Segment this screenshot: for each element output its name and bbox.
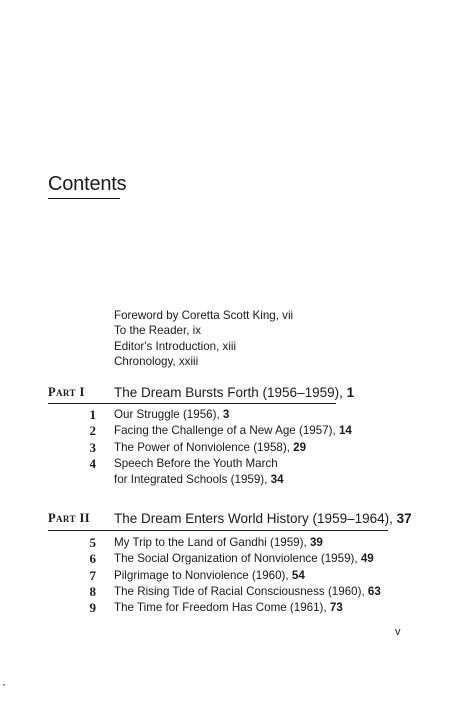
chapter-title: Pilgrimage to Nonviolence (1960), 54 bbox=[114, 568, 305, 582]
chapter-title: Our Struggle (1956), 3 bbox=[114, 408, 230, 421]
chapter-title: Facing the Challenge of a New Age (1957), 14 bbox=[114, 424, 352, 438]
chapter-title: The Social Organization of Nonviolence (1959), 49 bbox=[114, 552, 374, 566]
chapter-number: 6 bbox=[89, 551, 96, 567]
chapter-page: 29 bbox=[293, 440, 307, 454]
print-speck bbox=[3, 684, 5, 686]
chapter-page: 3 bbox=[222, 408, 230, 421]
chapter-title: for Integrated Schools (1959), 34 bbox=[114, 473, 284, 487]
chapter-title: Speech Before the Youth March bbox=[114, 456, 278, 470]
chapter-page: 34 bbox=[270, 473, 284, 487]
page-number: v bbox=[395, 626, 401, 638]
title-underline bbox=[48, 198, 120, 199]
chapter-number: 2 bbox=[89, 423, 96, 439]
chapter-number: 5 bbox=[89, 535, 96, 550]
chapter-number: 8 bbox=[89, 583, 96, 599]
front-matter-item: To the Reader, ix bbox=[114, 324, 202, 338]
front-matter-item: Foreword by Coretta Scott King, vii bbox=[114, 309, 294, 322]
chapter-title: The Power of Nonviolence (1958), 29 bbox=[114, 440, 307, 454]
chapter-title: The Rising Tide of Racial Consciousness (1960), 63 bbox=[114, 584, 381, 598]
part-heading bbox=[0, 385, 449, 403]
chapter-number: 7 bbox=[89, 567, 96, 583]
part-title: The Dream Enters World History (1959–1964), 37 bbox=[114, 511, 412, 526]
chapter-page: 73 bbox=[329, 601, 343, 615]
part-rule bbox=[48, 403, 336, 404]
front-matter-item: Chronology, xxiii bbox=[114, 354, 199, 368]
front-matter-item: Editor's Introduction, xiii bbox=[114, 339, 237, 353]
chapter-page: 54 bbox=[291, 568, 305, 582]
part-title: The Dream Bursts Forth (1956–1959), 1 bbox=[114, 385, 355, 400]
chapter-page: 49 bbox=[360, 552, 374, 566]
part-page: 37 bbox=[396, 511, 412, 526]
chapter-title: The Time for Freedom Has Come (1961), 73 bbox=[114, 601, 343, 615]
part-label: Part I bbox=[48, 385, 85, 399]
part-heading bbox=[0, 511, 449, 529]
chapter-number: 3 bbox=[89, 439, 96, 455]
chapter-number: 1 bbox=[89, 407, 96, 422]
front-matter-list bbox=[114, 308, 293, 369]
chapter-title: My Trip to the Land of Gandhi (1959), 39 bbox=[114, 536, 323, 549]
part-rule bbox=[48, 530, 388, 531]
chapter-number: 9 bbox=[89, 600, 96, 616]
part-label: Part II bbox=[48, 511, 90, 525]
page-title: Contents bbox=[48, 173, 127, 195]
chapter-number: 4 bbox=[89, 455, 96, 471]
chapter-page: 39 bbox=[309, 536, 323, 549]
chapter-page: 14 bbox=[338, 424, 352, 438]
part-page: 1 bbox=[346, 385, 355, 400]
chapter-page: 63 bbox=[367, 584, 381, 598]
